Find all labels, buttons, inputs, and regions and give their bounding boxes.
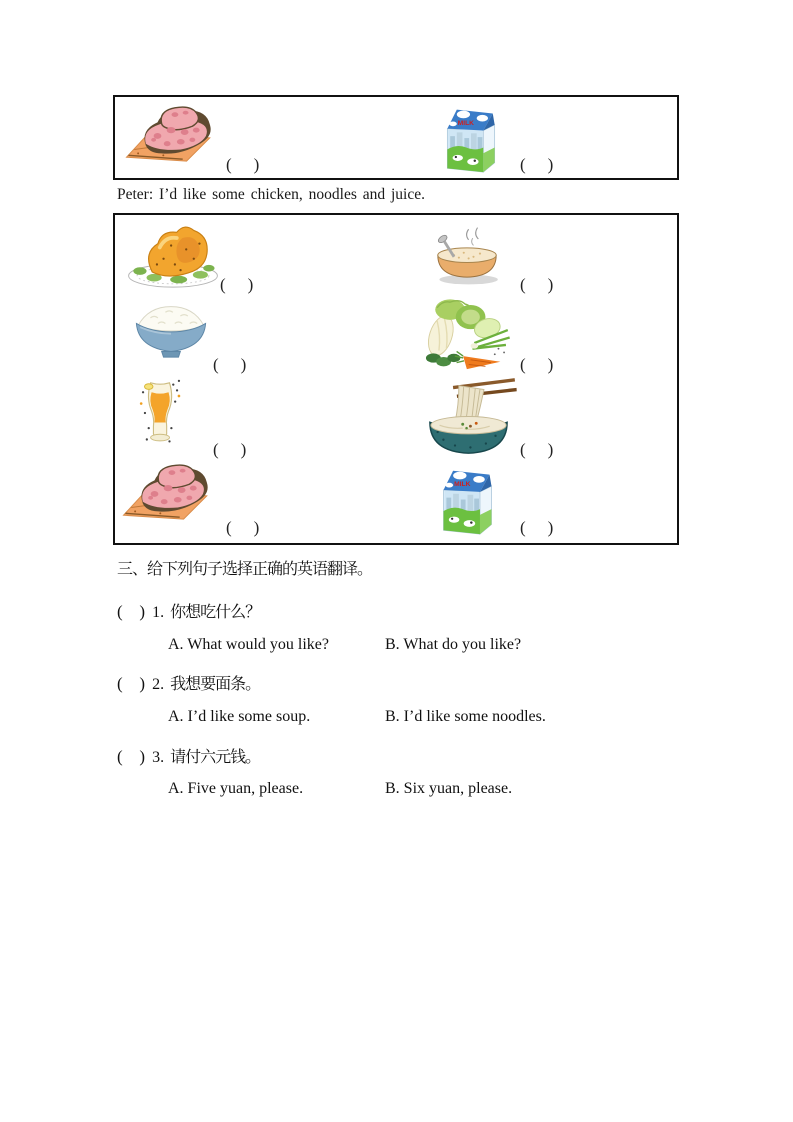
option-a: A. Five yuan, please. <box>168 780 304 797</box>
meat-icon <box>120 461 220 523</box>
answer-bracket: ( ) <box>226 155 261 174</box>
answer-bracket: ( ) <box>520 155 555 174</box>
matching-box-top <box>113 95 679 180</box>
answer-bracket: ( ) <box>213 440 248 459</box>
soup-icon <box>422 226 512 286</box>
answer-bracket: ( ) <box>520 275 555 294</box>
meat-icon <box>123 103 223 165</box>
question-bracket: ( ) <box>117 674 147 693</box>
answer-bracket: ( ) <box>520 440 555 459</box>
question-line-3 <box>117 744 260 767</box>
noodles-icon <box>420 376 517 459</box>
juice-icon <box>137 379 185 447</box>
question-prompt: 我想要面条。 <box>170 676 261 693</box>
vegetables-icon <box>418 291 512 371</box>
milk-icon <box>439 465 496 536</box>
question-line-1 <box>117 599 260 622</box>
option-b: B. What do you like? <box>385 636 522 653</box>
answer-bracket: ( ) <box>226 518 261 537</box>
question-line-2 <box>117 671 260 694</box>
matching-box-main <box>113 213 679 545</box>
question-number: 3. <box>152 749 165 766</box>
peter-sentence: Peter: I’d like some chicken, noodles and juice. <box>117 186 425 203</box>
question-prompt: 请付六元钱。 <box>170 749 261 766</box>
answer-bracket: ( ) <box>520 518 555 537</box>
milk-icon <box>443 104 499 174</box>
question-number: 2. <box>152 676 165 693</box>
option-b: B. Six yuan, please. <box>385 780 513 797</box>
question-bracket: ( ) <box>117 602 147 621</box>
rice-icon <box>129 301 213 359</box>
section-three-title: 三、给下列句子选择正确的英语翻译。 <box>117 561 373 578</box>
option-a: A. I’d like some soup. <box>168 708 311 725</box>
question-bracket: ( ) <box>117 747 147 766</box>
answer-bracket: ( ) <box>220 275 255 294</box>
option-b: B. I’d like some noodles. <box>385 708 546 725</box>
chicken-icon <box>125 221 221 289</box>
answer-bracket: ( ) <box>520 355 555 374</box>
answer-bracket: ( ) <box>213 355 248 374</box>
question-prompt: 你想吃什么？ <box>170 604 261 621</box>
question-number: 1. <box>152 604 165 621</box>
option-a: A. What would you like? <box>168 636 330 653</box>
